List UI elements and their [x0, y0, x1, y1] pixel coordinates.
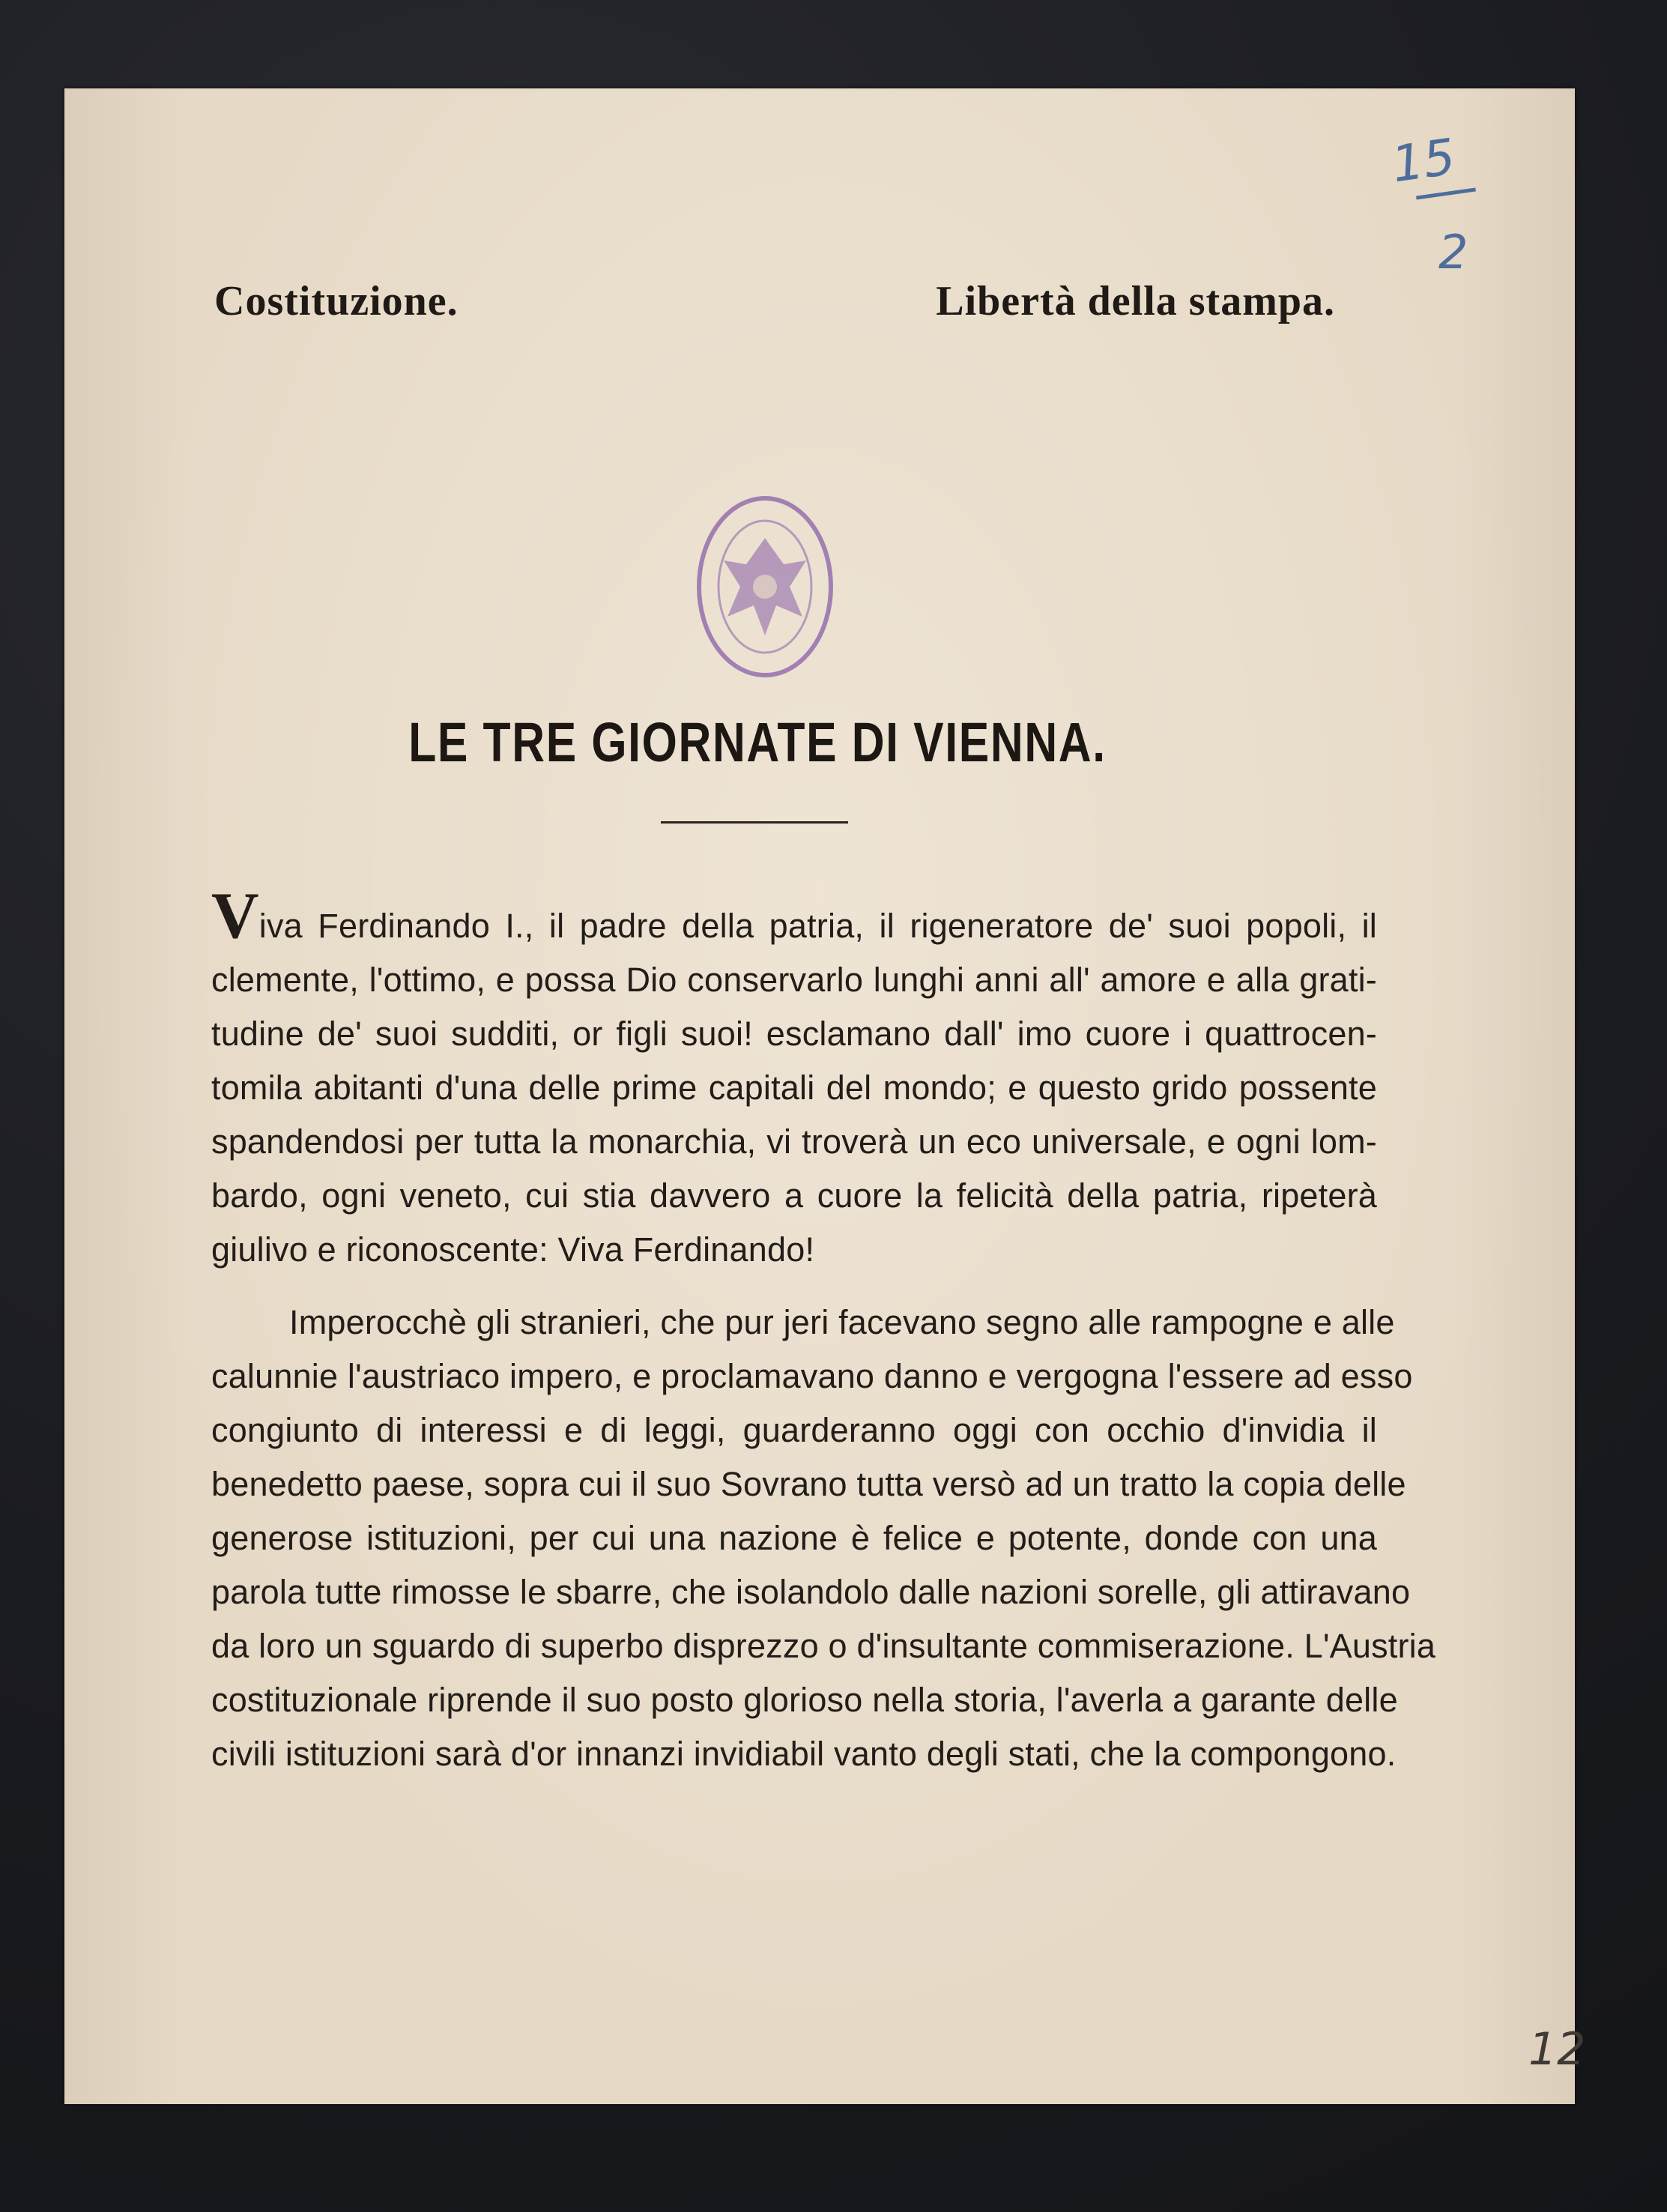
paragraph-2 — [211, 1296, 1436, 1781]
paragraph-2-line: costituzionale riprende il suo posto glorioso nella storia, l'averla a garante delle — [211, 1681, 1398, 1719]
document-page — [64, 88, 1575, 2104]
paragraph-2-line: benedetto paese, sopra cui il suo Sovrano tutta versò ad un tratto la copia delle — [211, 1465, 1406, 1503]
paragraph-1-line: Viva Ferdinando I., il padre della patria, il rigeneratore de' suoi popoli, il — [211, 880, 1377, 952]
page-number: 12 — [1528, 2023, 1586, 2076]
paragraph-1-line: tomila abitanti d'una delle prime capitali del mondo; e questo grido possente — [211, 1069, 1377, 1107]
paragraph-1-line: spandendosi per tutta la monarchia, vi troverà un eco universale, e ogni lom- — [211, 1122, 1377, 1161]
document-title: LE TRE GIORNATE DI VIENNA. — [408, 711, 1107, 773]
paragraph-1-line: clemente, l'ottimo, e possa Dio conservarlo lunghi anni all' amore e alla grati- — [211, 961, 1377, 999]
library-stamp — [694, 493, 836, 680]
handwritten-number-top: 15 — [1388, 127, 1459, 194]
header-right: Libertà della stampa. — [936, 278, 1335, 324]
paragraph-2-line: congiunto di interessi e di leggi, guarderanno oggi con occhio d'invidia il — [211, 1411, 1377, 1449]
paragraph-2-line: civili istituzioni sarà d'or innanzi invidiabil vanto degli stati, che la compongono. — [211, 1735, 1397, 1773]
paragraph-1 — [211, 880, 1377, 1277]
handwritten-number-bottom: 2 — [1438, 225, 1468, 279]
paragraph-2-line: parola tutte rimosse le sbarre, che isolandolo dalle nazioni sorelle, gli attiravano — [211, 1573, 1411, 1611]
paragraph-2-line: calunnie l'austriaco impero, e proclamavano danno e vergogna l'essere ad esso — [211, 1357, 1413, 1395]
paragraph-2-line: da loro un sguardo di superbo disprezzo o d'insultante commiserazione. L'Austria — [211, 1627, 1436, 1665]
paragraph-1-line: bardo, ogni veneto, cui stia davvero a cuore la felicità della patria, ripeterà — [211, 1176, 1377, 1215]
paragraph-1-line: giulivo e riconoscente: Viva Ferdinando! — [211, 1230, 815, 1269]
drop-cap: V — [211, 880, 259, 952]
header-left: Costituzione. — [214, 278, 459, 324]
paragraph-2-line: generose istituzioni, per cui una nazione è felice e potente, donde con una — [211, 1519, 1377, 1557]
paragraph-1-line: tudine de' suoi sudditi, or figli suoi! esclamano dall' imo cuore i quattrocen- — [211, 1015, 1377, 1053]
title-divider — [661, 821, 848, 824]
paragraph-2-line: Imperocchè gli stranieri, che pur jeri facevano segno alle rampogne e alle — [289, 1303, 1395, 1341]
